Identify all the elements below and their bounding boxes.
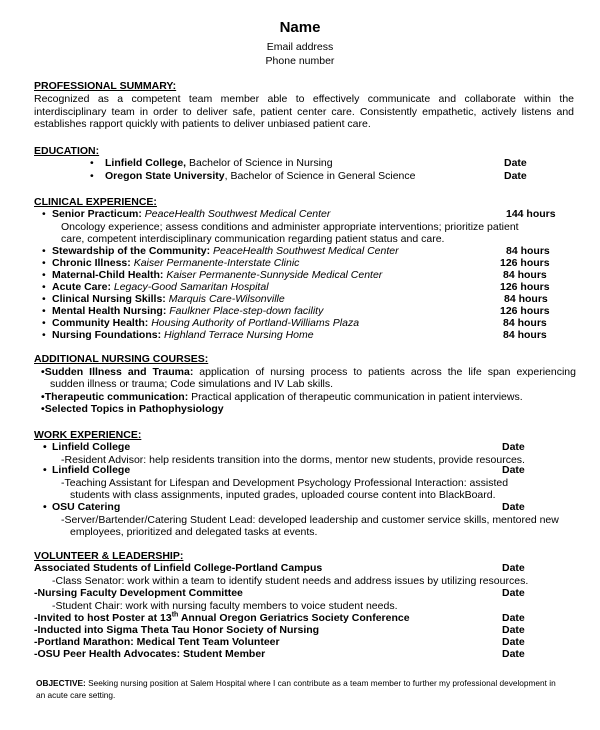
- bullet: •: [90, 170, 94, 182]
- courses-heading: ADDITIONAL NURSING COURSES:: [34, 353, 209, 365]
- clinical-item: • Acute Care: Legacy-Good Samaritan Hospital 126 hours: [42, 281, 550, 293]
- degree: , Bachelor of Science in General Science: [224, 170, 416, 182]
- volunteer-date: Date: [502, 624, 525, 636]
- work-employer: Linfield College: [52, 464, 131, 476]
- clinical-title: Acute Care:: [52, 281, 111, 293]
- volunteer-title: -Inducted into Sigma Theta Tau Honor Society of Nursing: [34, 624, 320, 636]
- degree: Bachelor of Science in Nursing: [186, 157, 333, 169]
- education-date: Date: [504, 170, 527, 182]
- school-name: Linfield College,: [105, 157, 187, 169]
- clinical-item: • Chronic Illness: Kaiser Permanente-Interstate Clinic 126 hours: [42, 257, 550, 269]
- clinical-place: Legacy-Good Samaritan Hospital: [113, 281, 269, 293]
- work-desc: employees, prioritized and delegated tasks at events.: [70, 526, 318, 538]
- education-line: [105, 157, 333, 170]
- clinical-item: • Nursing Foundations: Highland Terrace Nursing Home 84 hours: [42, 329, 547, 341]
- course-text: Practical application of therapeutic communication in patient interviews.: [188, 391, 523, 403]
- bullet: •: [90, 157, 94, 169]
- clinical-item: • Maternal-Child Health: Kaiser Permanente-Sunnyside Medical Center 84 hours: [42, 269, 547, 281]
- clinical-place: Housing Authority of Portland-Williams Plaza: [151, 317, 360, 329]
- work-job: • Linfield College Date: [43, 464, 525, 476]
- course-item: •Therapeutic communication: Practical application of therapeutic communication in patient interviews.: [41, 391, 523, 403]
- clinical-item: • Stewardship of the Community: PeaceHealth Southwest Medical Center 84 hours: [42, 245, 550, 257]
- clinical-item: • Community Health: Housing Authority of Portland-Williams Plaza 84 hours: [42, 317, 547, 329]
- clinical-hours: 126 hours: [500, 281, 550, 293]
- course-item: •Selected Topics in Pathophysiology: [41, 403, 224, 415]
- clinical-desc: care, competent interdisciplinary communication regarding patient status and care.: [61, 233, 445, 245]
- clinical-place: Kaiser Permanente-Interstate Clinic: [133, 257, 300, 269]
- objective-text: Seeking nursing position at Salem Hospital where I can contribute as a team member to further my professional development in an acute care setting.: [36, 678, 556, 700]
- objective-label: OBJECTIVE:: [36, 678, 86, 688]
- school-name: Oregon State University: [105, 170, 225, 182]
- education-item: [0, 157, 600, 170]
- work-desc: -Server/Bartender/Catering Student Lead: developed leadership and customer service skills, mentored new: [61, 514, 559, 526]
- clinical-heading: CLINICAL EXPERIENCE:: [34, 196, 157, 208]
- volunteer-desc: -Class Senator: work within a team to identify student needs and address issues by utilizing resources.: [52, 575, 529, 587]
- work-heading: WORK EXPERIENCE:: [34, 429, 142, 441]
- course-title: Sudden Illness and Trauma:: [44, 366, 194, 378]
- phone-number: Phone number: [265, 55, 335, 67]
- bullet: •: [42, 208, 46, 220]
- education-item: [0, 170, 600, 183]
- education-date: Date: [504, 157, 527, 169]
- clinical-hours: 126 hours: [500, 257, 550, 269]
- clinical-hours: 84 hours: [503, 329, 547, 341]
- work-desc: students with class assignments, inputed grades, uploaded course content into BlackBoard.: [70, 489, 496, 501]
- volunteer-title: Associated Students of Linfield College-Portland Campus: [34, 562, 323, 574]
- volunteer-item: [0, 648, 600, 661]
- volunteer-title: -Nursing Faculty Development Committee: [34, 587, 243, 599]
- summary-text: Recognized as a competent team member able to effectively communicate and collaborate within the interdisciplinary team in order to deliver safe, patient center care. Consistently empathetic, actively listens and establishes rapport quickly with patients to deliver unbiased patient care.: [34, 93, 574, 130]
- clinical-title: Clinical Nursing Skills:: [52, 293, 166, 305]
- volunteer-title: -Invited to host Poster at 13th Annual Oregon Geriatrics Society Conference: [34, 611, 410, 624]
- clinical-place: Marquis Care-Wilsonville: [168, 293, 285, 305]
- clinical-hours: 84 hours: [503, 317, 547, 329]
- work-employer: OSU Catering: [52, 501, 121, 513]
- clinical-line: [52, 208, 330, 221]
- course-title: Therapeutic communication:: [44, 391, 189, 403]
- clinical-place: PeaceHealth Southwest Medical Center: [144, 208, 331, 220]
- objective: [36, 677, 556, 701]
- work-date: Date: [502, 464, 525, 476]
- work-desc: -Resident Advisor: help residents transition into the dorms, mentor new students, provide resources.: [61, 454, 525, 466]
- course-text-cont: sudden illness or trauma; Code simulations and IV Lab skills.: [50, 378, 334, 390]
- work-employer: Linfield College: [52, 441, 131, 453]
- clinical-desc: Oncology experience; assess conditions and administer appropriate interventions; prioritize patient: [61, 221, 519, 233]
- clinical-place: Faulkner Place-step-down facility: [169, 305, 324, 317]
- email-address: Email address: [266, 41, 334, 53]
- clinical-hours: 84 hours: [504, 293, 548, 305]
- course-text: application of nursing process to patients across the life span experiencing: [193, 366, 576, 378]
- clinical-hours: 126 hours: [500, 305, 550, 317]
- clinical-place: Kaiser Permanente-Sunnyside Medical Center: [166, 269, 383, 281]
- volunteer-title: -Portland Marathon: Medical Tent Team Volunteer: [34, 636, 280, 648]
- volunteer-date: Date: [502, 587, 525, 599]
- course-title: Selected Topics in Pathophysiology: [44, 403, 224, 415]
- volunteer-desc: -Student Chair: work with nursing faculty members to voice student needs.: [52, 600, 398, 612]
- clinical-title: Chronic Illness:: [52, 257, 131, 269]
- work-job: • Linfield College Date: [43, 441, 525, 453]
- volunteer-date: Date: [502, 648, 525, 660]
- work-date: Date: [502, 501, 525, 513]
- clinical-title: Community Health:: [52, 317, 149, 329]
- clinical-title: Senior Practicum:: [52, 208, 142, 220]
- work-date: Date: [502, 441, 525, 453]
- volunteer-date: Date: [502, 562, 525, 574]
- volunteer-title: -OSU Peer Health Advocates: Student Member: [34, 648, 266, 660]
- volunteer-date: Date: [502, 612, 525, 624]
- clinical-hours: 84 hours: [503, 269, 547, 281]
- clinical-title: Nursing Foundations:: [52, 329, 162, 341]
- work-desc: -Teaching Assistant for Lifespan and Development Psychology Professional Interaction: assisted: [61, 477, 509, 489]
- resume-name: Name: [279, 19, 321, 36]
- volunteer-item: [0, 587, 600, 600]
- clinical-title: Stewardship of the Community:: [52, 245, 211, 257]
- clinical-hours: 84 hours: [506, 245, 550, 257]
- volunteer-date: Date: [502, 636, 525, 648]
- education-heading: EDUCATION:: [34, 145, 100, 157]
- work-job: • OSU Catering Date: [43, 501, 525, 513]
- clinical-place: Highland Terrace Nursing Home: [164, 329, 314, 341]
- volunteer-heading: VOLUNTEER & LEADERSHIP:: [34, 550, 184, 562]
- clinical-title: Maternal-Child Health:: [52, 269, 164, 281]
- clinical-item: • Clinical Nursing Skills: Marquis Care-Wilsonville 84 hours: [42, 293, 548, 305]
- clinical-hours: 144 hours: [506, 208, 556, 220]
- course-item: •Sudden Illness and Trauma: application of nursing process to patients across the life span experiencing: [41, 366, 576, 378]
- clinical-item-senior: [0, 208, 600, 221]
- clinical-place: PeaceHealth Southwest Medical Center: [213, 245, 399, 257]
- clinical-title: Mental Health Nursing:: [52, 305, 167, 317]
- volunteer-item: [0, 562, 600, 575]
- clinical-item: • Mental Health Nursing: Faulkner Place-step-down facility 126 hours: [42, 305, 550, 317]
- summary-heading: PROFESSIONAL SUMMARY:: [34, 80, 177, 92]
- education-line: [105, 170, 415, 183]
